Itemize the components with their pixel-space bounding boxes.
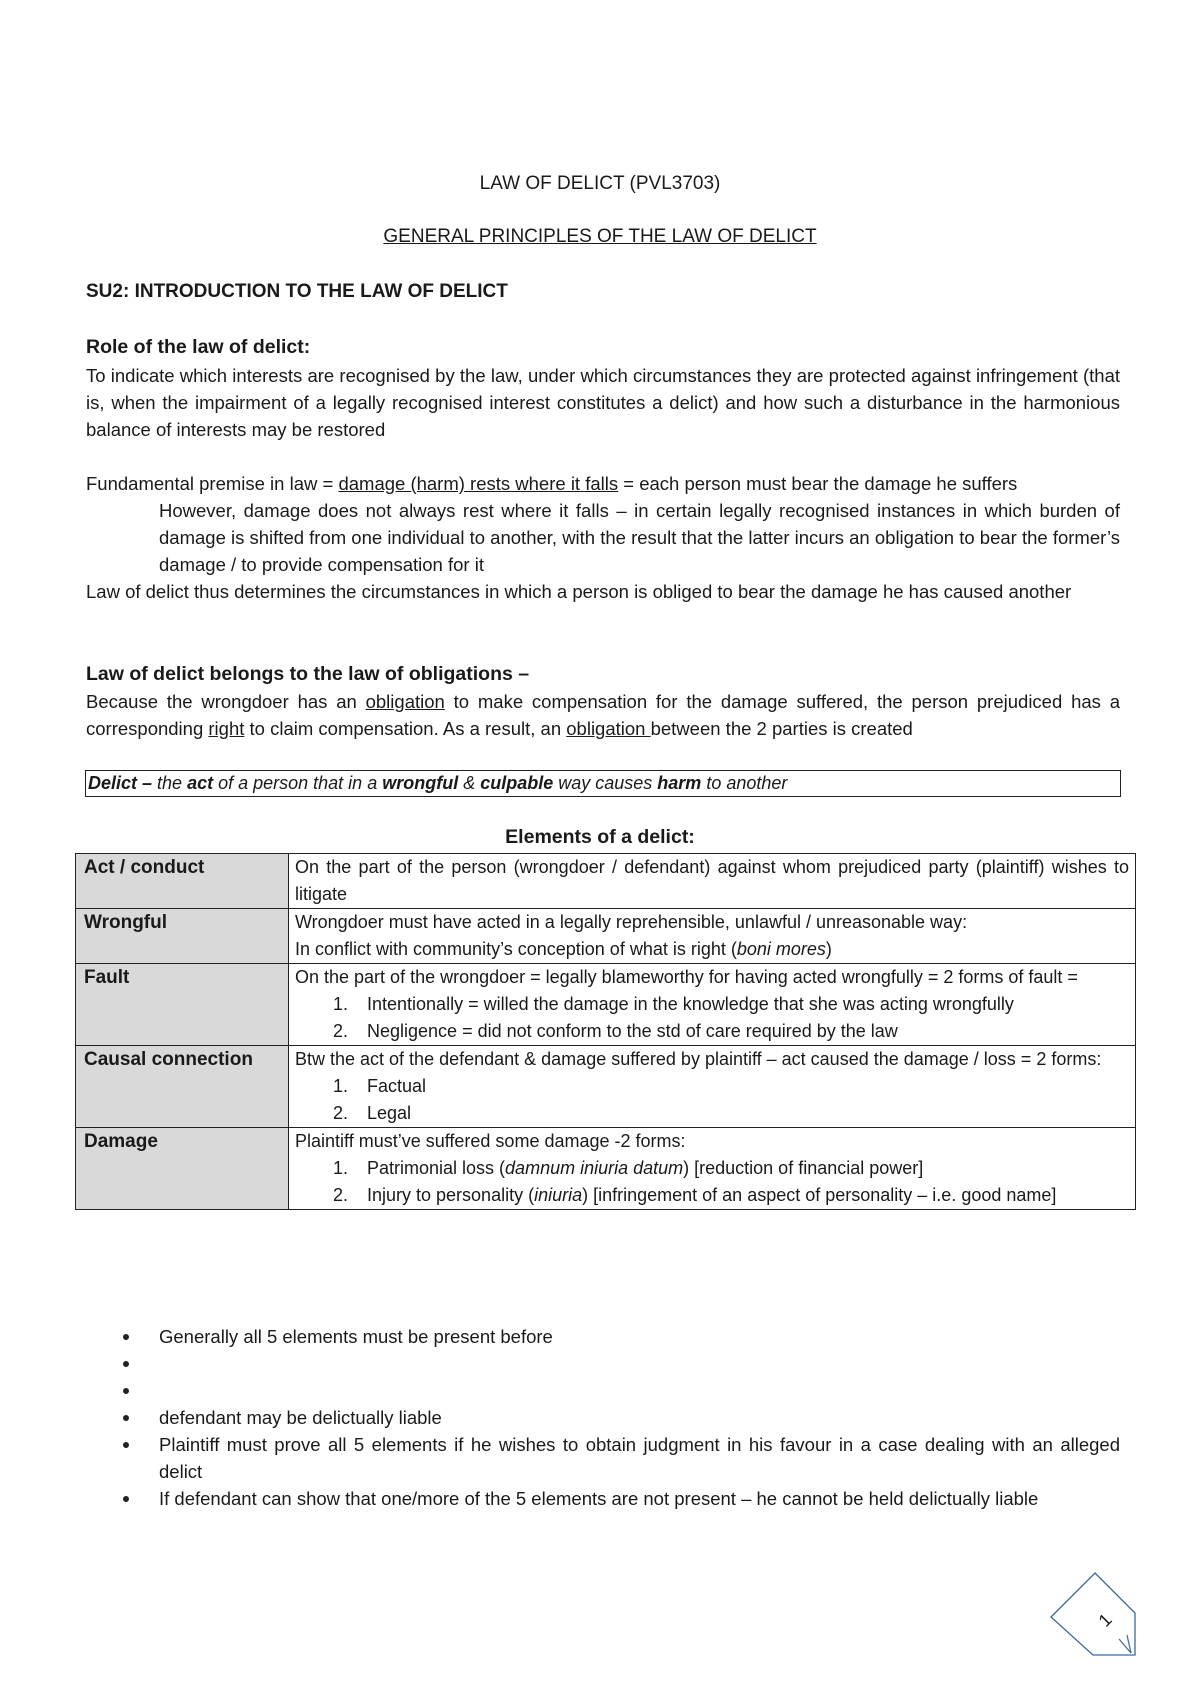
damage-intro: Plaintiff must’ve suffered some damage -2 forms:: [295, 1131, 686, 1151]
list-item: [295, 991, 1129, 1018]
definition-dash: –: [137, 773, 158, 793]
list-item: [295, 1018, 1129, 1045]
list-item: [120, 1377, 1120, 1404]
page-number-tab: [1045, 1567, 1141, 1663]
wrongful-text: ): [825, 939, 832, 959]
delict-definition-box: [85, 770, 1121, 797]
obligations-heading: Law of delict belongs to the law of obligations –: [86, 663, 530, 685]
table-row: [76, 909, 1136, 964]
list-item: [120, 1431, 1120, 1485]
causal-forms-list: [295, 1073, 1129, 1127]
damnum-iniuria-datum: damnum iniuria datum: [505, 1158, 684, 1178]
wrongful-line-2: [295, 936, 1129, 963]
list-number: 2.: [333, 1103, 349, 1123]
definition-harm: harm: [657, 773, 702, 793]
bullet-icon: [123, 1334, 129, 1340]
bullet-icon: [123, 1361, 129, 1367]
fault-intro: On the part of the wrongdoer = legally blameworthy for having acted wrongfully = 2 forms of fault =: [295, 967, 1078, 987]
premise-underlined: damage (harm) rests where it falls: [338, 473, 619, 494]
bullet-text: If defendant can show that one/more of the 5 elements are not present – he cannot be held delictually liable: [159, 1488, 1039, 1509]
element-description: [289, 964, 1136, 1046]
list-item: [120, 1323, 1120, 1350]
bullet-icon: [123, 1442, 129, 1448]
bullet-text: defendant may be delictually liable: [159, 1407, 442, 1428]
definition-text: to another: [701, 773, 788, 793]
wrongful-text: In conflict with community’s conception of what is right (: [295, 939, 737, 959]
bullet-icon: [123, 1496, 129, 1502]
list-number: 1.: [333, 1158, 349, 1178]
bullet-icon: [123, 1388, 129, 1394]
wrongful-line-1: Wrongdoer must have acted in a legally reprehensible, unlawful / unreasonable way:: [295, 912, 968, 932]
element-label: Damage: [76, 1128, 289, 1210]
bullet-text: Plaintiff must prove all 5 elements if he wishes to obtain judgment in his favour in a case dealing with an alleged delict: [159, 1434, 1120, 1482]
element-label: Act / conduct: [76, 854, 289, 909]
unit-title: SU2: INTRODUCTION TO THE LAW OF DELICT: [86, 281, 508, 302]
page-number: 1: [1094, 1609, 1116, 1631]
list-text: Patrimonial loss (: [367, 1158, 506, 1178]
obligations-text-3: to claim compensation. As a result, an: [244, 718, 567, 739]
list-item: [120, 1404, 1120, 1431]
element-description: [289, 1128, 1136, 1210]
table-row: [76, 964, 1136, 1046]
role-paragraph: To indicate which interests are recognised by the law, under which circumstances they are protected against infringement (that is, when the impairment of a legally recognised interest constitutes a delict) and how such a disturbance in the harmonious balance of interests may be restored: [86, 365, 1120, 440]
causal-intro: Btw the act of the defendant & damage suffered by plaintiff – act caused the damage / loss = 2 forms:: [295, 1049, 1102, 1069]
list-item: [295, 1100, 1129, 1127]
list-text: Legal: [367, 1103, 412, 1123]
list-item: [295, 1182, 1129, 1209]
table-row: [76, 1046, 1136, 1128]
premise-indented: However, damage does not always rest where it falls – in certain legally recognised instances in which burden of damage is shifted from one individual to another, with the result that the latter incurs an obligation to bear the former’s damage / to provide compensation for it: [159, 500, 1120, 575]
element-label: Causal connection: [76, 1046, 289, 1128]
list-text: ) [infringement of an aspect of personality – i.e. good name]: [582, 1185, 1057, 1205]
list-text: ) [reduction of financial power]: [683, 1158, 924, 1178]
list-text: Factual: [367, 1076, 427, 1096]
list-number: 1.: [333, 1076, 349, 1096]
summary-bullet-list: [120, 1323, 1120, 1512]
obligations-text-1: Because the wrongdoer has an: [86, 691, 366, 712]
element-description: On the part of the person (wrongdoer / defendant) against whom prejudiced party (plaintiff) wishes to litigate: [289, 854, 1136, 909]
premise-paragraph: [86, 470, 1120, 497]
element-label: Wrongful: [76, 909, 289, 964]
damage-forms-list: [295, 1155, 1129, 1209]
list-text: Negligence = did not conform to the std of care required by the law: [367, 1021, 898, 1041]
iniuria: iniuria: [534, 1185, 583, 1205]
elements-table: [75, 853, 1136, 1210]
element-label: Fault: [76, 964, 289, 1046]
obligations-underline-1: obligation: [365, 691, 445, 712]
list-number: 1.: [333, 994, 349, 1014]
definition-wrongful: wrongful: [382, 773, 459, 793]
definition-act: act: [187, 773, 214, 793]
definition-text: way causes: [553, 773, 658, 793]
list-text: Intentionally = willed the damage in the knowledge that she was acting wrongfully: [367, 994, 1014, 1014]
section-title: GENERAL PRINCIPLES OF THE LAW OF DELICT: [383, 226, 817, 247]
obligations-text-4: between the 2 parties is created: [650, 718, 913, 739]
definition-text: the: [157, 773, 188, 793]
premise-conclusion: Law of delict thus determines the circumstances in which a person is obliged to bear the damage he has caused another: [86, 581, 1072, 602]
obligations-text-2: to make compensation for the damage suffered, the person prejudiced has a corresponding: [86, 691, 1121, 739]
list-item: [120, 1485, 1120, 1512]
obligations-paragraph: [86, 688, 1120, 742]
table-row: [76, 1128, 1136, 1210]
course-title: LAW OF DELICT (PVL3703): [479, 173, 721, 194]
obligations-underline-3: obligation: [566, 718, 651, 739]
list-number: 2.: [333, 1021, 349, 1041]
page-tab-icon: [1045, 1567, 1141, 1663]
definition-text: &: [458, 773, 481, 793]
definition-culpable: culpable: [480, 773, 554, 793]
definition-term: Delict: [88, 773, 138, 793]
list-item: [295, 1073, 1129, 1100]
element-description: [289, 909, 1136, 964]
obligations-underline-2: right: [208, 718, 245, 739]
fault-forms-list: [295, 991, 1129, 1045]
list-number: 2.: [333, 1185, 349, 1205]
elements-title: Elements of a delict:: [505, 826, 695, 848]
list-item: [295, 1155, 1129, 1182]
role-heading: Role of the law of delict:: [86, 336, 311, 358]
bullet-icon: [123, 1415, 129, 1421]
boni-mores: boni mores: [736, 939, 826, 959]
premise-lead: Fundamental premise in law =: [86, 473, 339, 494]
table-row: [76, 854, 1136, 909]
page-tab-fold: [1119, 1635, 1131, 1653]
list-item: [120, 1350, 1120, 1377]
bullet-text: Generally all 5 elements must be present before: [159, 1326, 553, 1347]
premise-tail: = each person must bear the damage he suffers: [618, 473, 1018, 494]
list-text: Injury to personality (: [367, 1185, 535, 1205]
definition-text: of a person that in a: [213, 773, 383, 793]
element-description: [289, 1046, 1136, 1128]
